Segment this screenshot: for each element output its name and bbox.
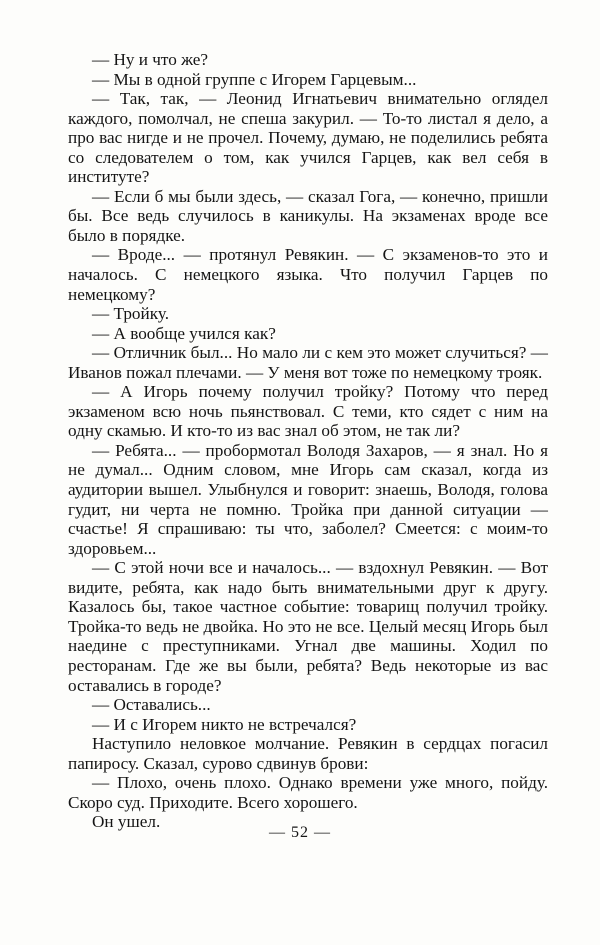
paragraph: — А вообще учился как?: [92, 323, 276, 343]
paragraph: — Плохо, очень плохо. Однако времени уже много, пойду. Скоро суд. Приходите. Всего хорошего.: [68, 773, 548, 812]
paragraph: — Оставались...: [92, 695, 211, 715]
page-number: — 52 —: [269, 824, 331, 841]
paragraph: — Мы в одной группе с Игорем Гарцевым...: [92, 69, 417, 89]
paragraph: — И с Игорем никто не встречался?: [92, 714, 357, 734]
body-text: [68, 50, 548, 832]
paragraph: — Так, так, — Леонид Игнатьевич внимательно оглядел каждого, помолчал, не спеша закурил. — То-то листал я дело, а про вас нигде и не прочел. Почему, думаю, не поделились ребята со следователем о том, как учился Гарцев, как вел себя в институте?: [68, 89, 548, 187]
paragraph: — Отличник был... Но мало ли с кем это может случиться? — Иванов пожал плечами. — У меня вот тоже по немецкому трояк.: [68, 343, 548, 382]
paragraph: Он ушел.: [92, 812, 161, 832]
paragraph: — Если б мы были здесь, — сказал Гога, — конечно, пришли бы. Все ведь случилось в каникулы. На экзаменах вроде все было в порядке.: [68, 186, 548, 245]
paragraph: — А Игорь почему получил тройку? Потому что перед экзаменом всю ночь пьянствовал. С теми, кто сядет с ним на одну скамью. И кто-то из вас знал об этом, не так ли?: [68, 382, 548, 441]
paragraph: — Ну и что же?: [92, 50, 209, 69]
paragraph: Наступило неловкое молчание. Ревякин в сердцах погасил папиросу. Сказал, сурово сдвинув брови:: [68, 734, 548, 773]
paragraph: — С этой ночи все и началось... — вздохнул Ревякин. — Вот видите, ребята, как надо быть внимательными друг к другу. Казалось бы, такое частное событие: товарищ получил тройку. Тройка-то ведь не двойка. Но это не все. Целый месяц Игорь был наедине с преступниками. Угнал две машины. Ходил по ресторанам. Где же вы были, ребята? Ведь некоторые из вас оставались в городе?: [68, 558, 548, 695]
paragraph: — Тройку.: [92, 304, 169, 324]
paragraph: — Ребята... — пробормотал Володя Захаров, — я знал. Но я не думал... Одним словом, мне Игорь сам сказал, когда из аудитории вышел. Улыбнулся и говорит: знаешь, Володя, голова гудит, ни черта не помню. Тройка при данной ситуации — счастье! Я спрашиваю: ты что, заболел? Смеется: с моим-то здоровьем...: [68, 440, 548, 558]
paragraph: — Вроде... — протянул Ревякин. — С экзаменов-то это и началось. С немецкого языка. Что получил Гарцев по немецкому?: [68, 245, 548, 304]
